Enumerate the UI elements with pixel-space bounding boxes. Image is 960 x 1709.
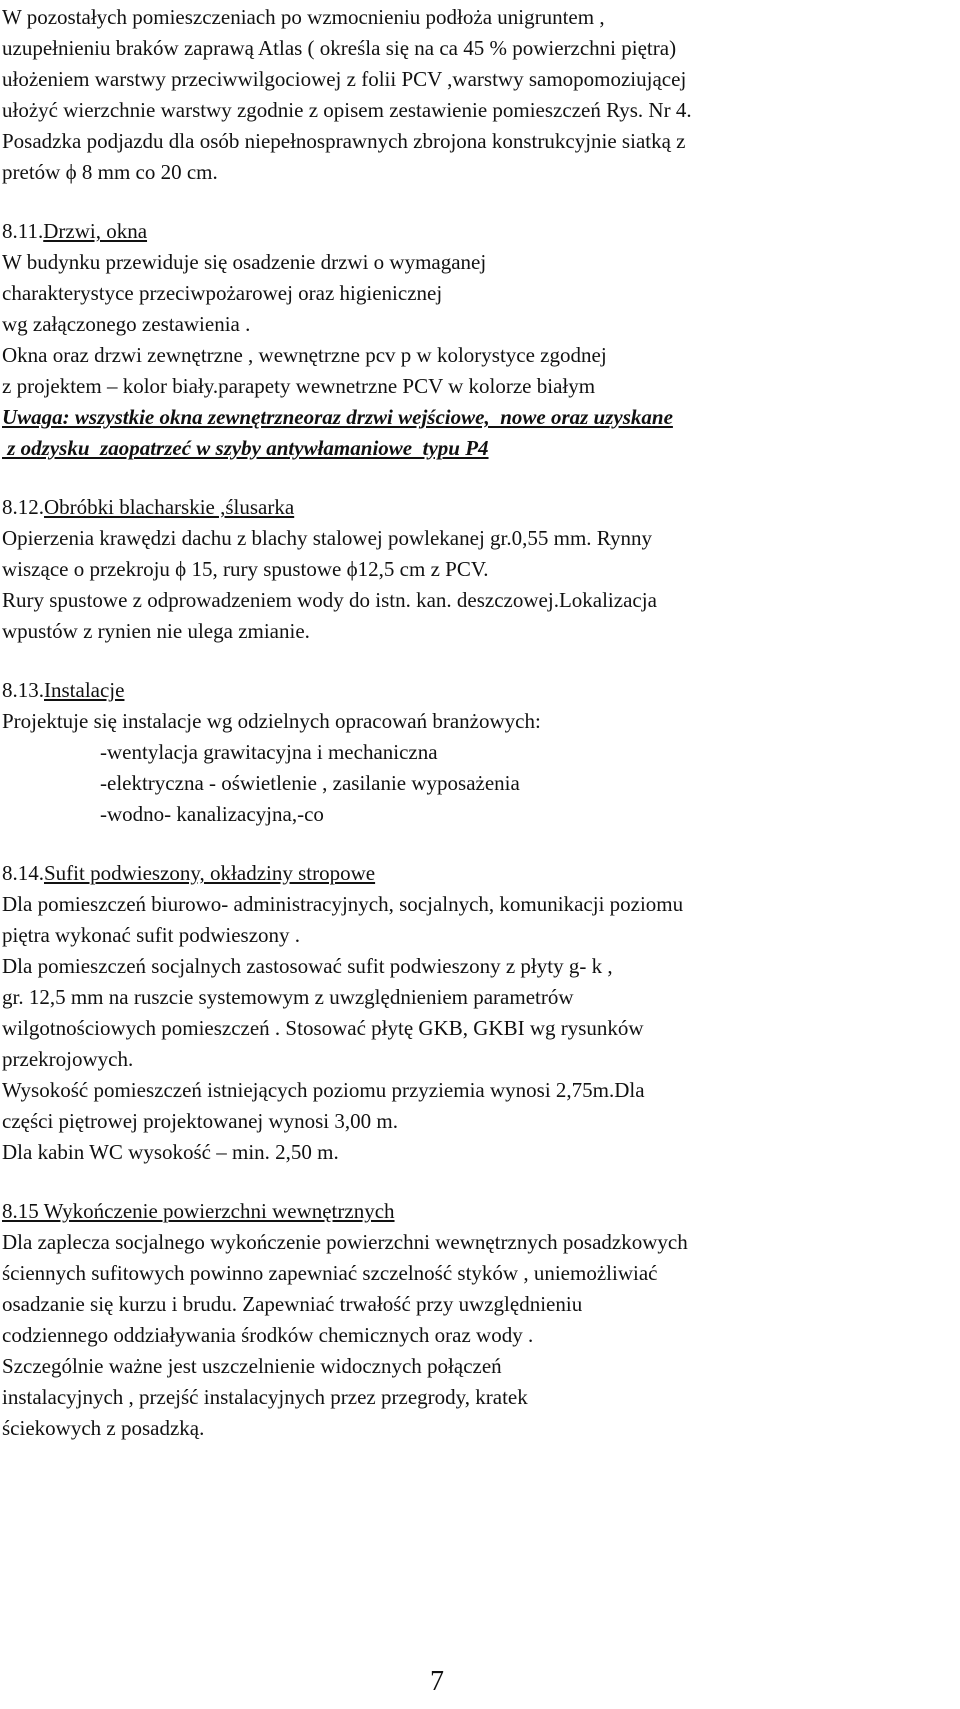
page-number: 7 xyxy=(430,1666,444,1697)
text-line: Wysokość pomieszczeń istniejących poziomu przyziemia wynosi 2,75m.Dla xyxy=(2,1078,645,1102)
text-line: Posadzka podjazdu dla osób niepełnosprawnych zbrojona konstrukcyjnie siatką z xyxy=(2,129,686,153)
text-line: ułożyć wierzchnie warstwy zgodnie z opisem zestawienie pomieszczeń Rys. Nr 4. xyxy=(2,98,692,122)
section-title: Instalacje xyxy=(44,678,125,702)
text-line: Dla kabin WC wysokość – min. 2,50 m. xyxy=(2,1140,339,1164)
text-line: W budynku przewiduje się osadzenie drzwi o wymaganej xyxy=(2,250,487,274)
text-line: Rury spustowe z odprowadzeniem wody do istn. kan. deszczowej.Lokalizacja xyxy=(2,588,657,612)
text-line: uzupełnieniu braków zaprawą Atlas ( określa się na ca 45 % powierzchni piętra) xyxy=(2,36,677,60)
list-item: -wentylacja grawitacyjna i mechaniczna xyxy=(100,740,438,764)
text-line: przekrojowych. xyxy=(2,1047,134,1071)
section-title: Obróbki blacharskie ,ślusarka xyxy=(44,495,295,519)
document-page xyxy=(2,2,952,1444)
text-line: codziennego oddziaływania środków chemicznych oraz wody . xyxy=(2,1323,534,1347)
section-8-11 xyxy=(2,216,952,464)
section-8-13 xyxy=(2,675,952,830)
text-line: charakterystyce przeciwpożarowej oraz higienicznej xyxy=(2,281,443,305)
text-line: wg załączonego zestawienia . xyxy=(2,312,251,336)
text-line: wpustów z rynien nie ulega zmianie. xyxy=(2,619,310,643)
list-item: -elektryczna - oświetlenie , zasilanie wyposażenia xyxy=(100,771,520,795)
text-line: instalacyjnych , przejść instalacyjnych przez przegrody, kratek xyxy=(2,1385,528,1409)
text-line: ściekowych z posadzką. xyxy=(2,1416,205,1440)
text-line: ułożeniem warstwy przeciwwilgociowej z folii PCV ,warstwy samopomoziującej xyxy=(2,67,687,91)
text-line: Okna oraz drzwi zewnętrzne , wewnętrzne pcv p w kolorystyce zgodnej xyxy=(2,343,607,367)
text-line: pretów ϕ 8 mm co 20 cm. xyxy=(2,160,218,184)
section-number: 8.12. xyxy=(2,495,44,519)
warning-line: Uwaga: wszystkie okna zewnętrzneoraz drzwi wejściowe, nowe oraz uzyskane xyxy=(2,405,673,429)
section-heading xyxy=(2,492,952,523)
text-line: części piętrowej projektowanej wynosi 3,00 m. xyxy=(2,1109,398,1133)
text-line: osadzanie się kurzu i brudu. Zapewniać trwałość przy uwzględnieniu xyxy=(2,1292,583,1316)
intro-paragraph xyxy=(2,2,952,188)
text-line: Projektuje się instalacje wg odzielnych opracowań branżowych: xyxy=(2,709,541,733)
section-8-12 xyxy=(2,492,952,647)
section-heading: 8.15 Wykończenie powierzchni wewnętrznych xyxy=(2,1199,395,1223)
section-8-14 xyxy=(2,858,952,1168)
text-line: z projektem – kolor biały.parapety wewnetrzne PCV w kolorze białym xyxy=(2,374,596,398)
section-heading xyxy=(2,216,952,247)
text-line: wilgotnościowych pomieszczeń . Stosować płytę GKB, GKBI wg rysunków xyxy=(2,1016,644,1040)
text-line: piętra wykonać sufit podwieszony . xyxy=(2,923,301,947)
section-title: Sufit podwieszony, okładziny stropowe xyxy=(44,861,376,885)
text-line: Dla pomieszczeń biurowo- administracyjnych, socjalnych, komunikacji poziomu xyxy=(2,892,684,916)
text-line: Dla pomieszczeń socjalnych zastosować sufit podwieszony z płyty g- k , xyxy=(2,954,613,978)
text-line: gr. 12,5 mm na ruszcie systemowym z uwzględnieniem parametrów xyxy=(2,985,574,1009)
section-number: 8.14. xyxy=(2,861,44,885)
text-line: W pozostałych pomieszczeniach po wzmocnieniu podłoża unigruntem , xyxy=(2,5,605,29)
text-line: Dla zaplecza socjalnego wykończenie powierzchni wewnętrznych posadzkowych xyxy=(2,1230,688,1254)
section-heading xyxy=(2,858,952,889)
text-line: wiszące o przekroju ϕ 15, rury spustowe ϕ12,5 cm z PCV. xyxy=(2,557,489,581)
section-8-15 xyxy=(2,1196,952,1444)
section-title: Drzwi, okna xyxy=(43,219,148,243)
section-heading xyxy=(2,675,952,706)
section-number: 8.13. xyxy=(2,678,44,702)
text-line: ściennych sufitowych powinno zapewniać szczelność styków , uniemożliwiać xyxy=(2,1261,658,1285)
warning-line: z odzysku zaopatrzeć w szyby antywłamaniowe typu P4 xyxy=(2,436,489,460)
section-number: 8.11. xyxy=(2,219,44,243)
list-item: -wodno- kanalizacyjna,-co xyxy=(100,802,324,826)
text-line: Szczególnie ważne jest uszczelnienie widocznych połączeń xyxy=(2,1354,502,1378)
text-line: Opierzenia krawędzi dachu z blachy stalowej powlekanej gr.0,55 mm. Rynny xyxy=(2,526,652,550)
